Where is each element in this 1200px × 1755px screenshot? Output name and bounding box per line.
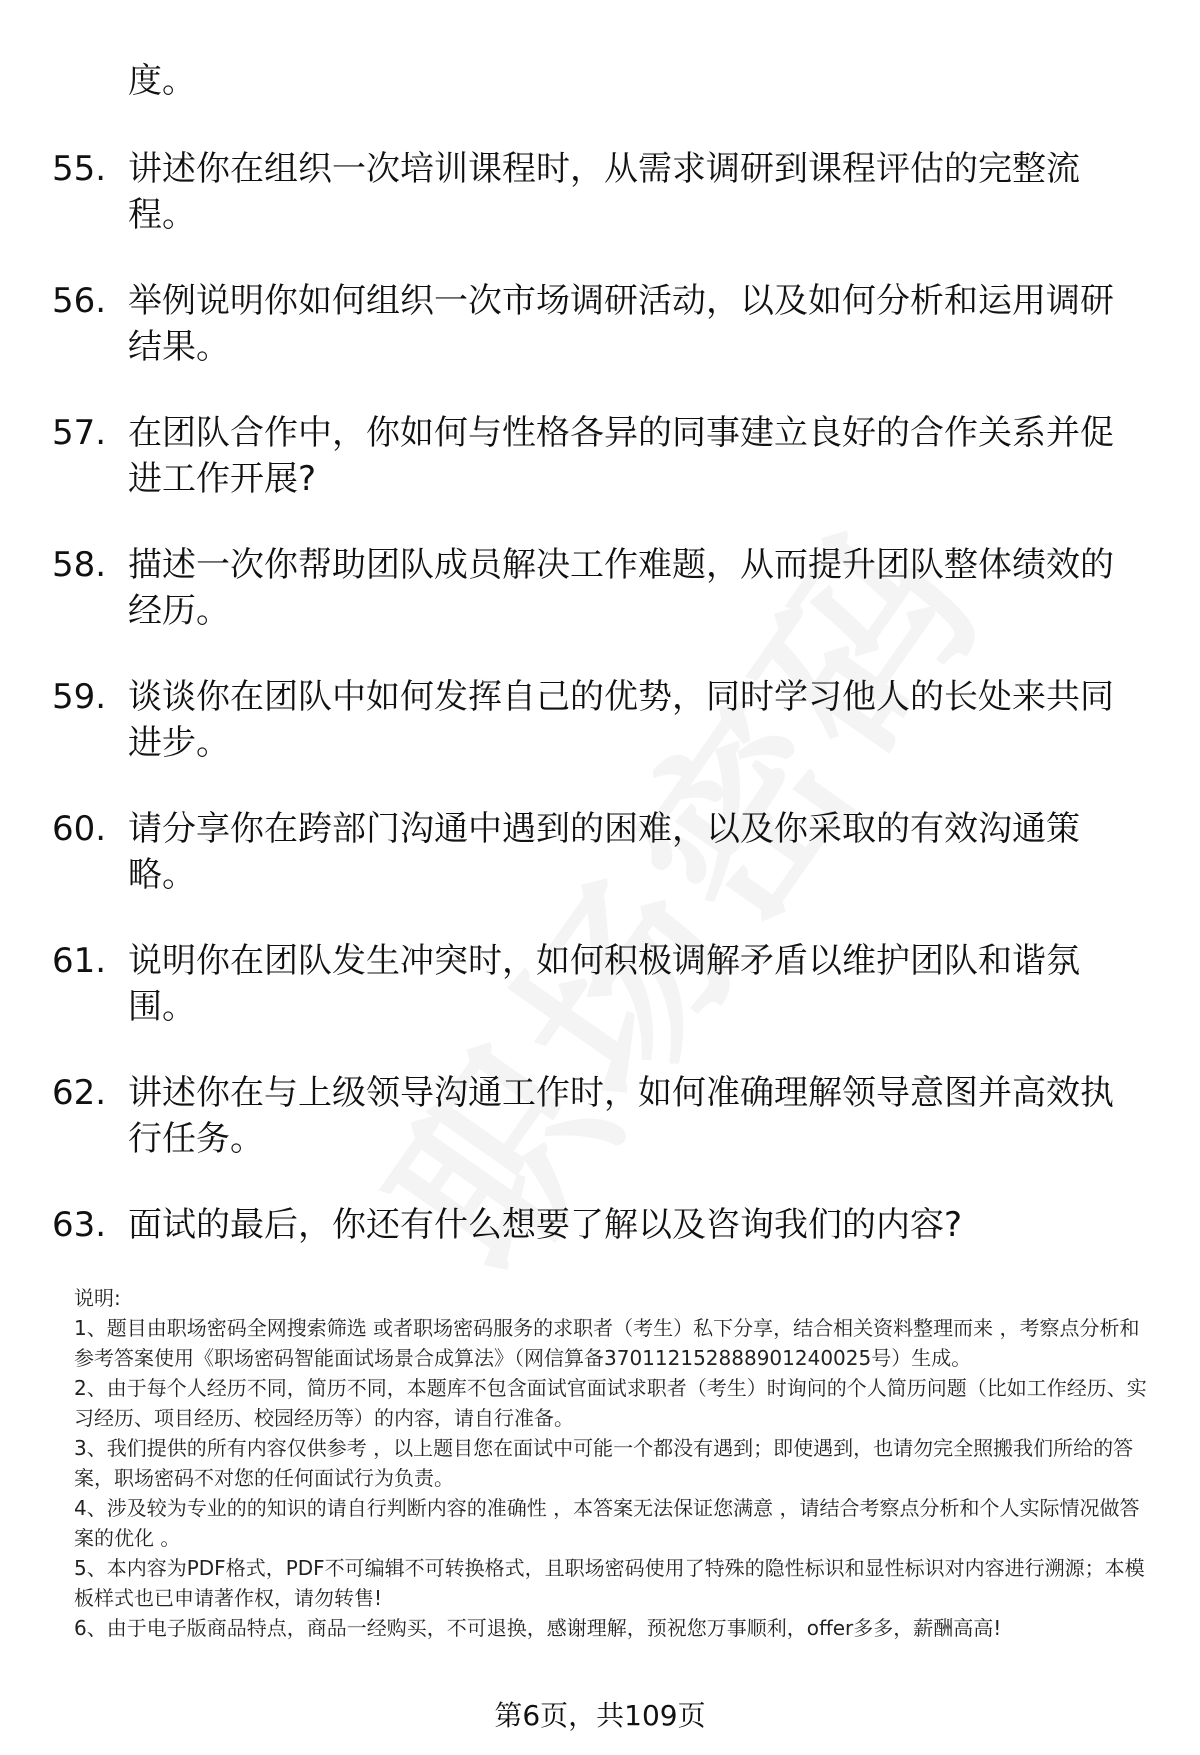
question-number: 57. [52,413,107,453]
note-item: 4、涉及较为专业的的知识的请自行判断内容的准确性 ，本答案无法保证您满意 ，请结合考察点分析和个人实际情况做答案的优化 。 [74,1496,1140,1550]
question-number: 61. [52,941,107,981]
question-number: 63. [52,1205,107,1245]
question-text: 讲述你在组织一次培训课程时，从需求调研到课程评估的完整流程。 [128,149,1080,235]
note-item: 1、题目由职场密码全网搜索筛选 或者职场密码服务的求职者（考生）私下分享，结合相关资料整理而来 ，考察点分析和参考答案使用《职场密码智能面试场景合成算法》（网信算备370112152888901240025号）生成。 [74,1316,1140,1370]
question-number: 58. [52,545,107,585]
note-item: 6、由于电子版商品特点，商品一经购买，不可退换，感谢理解，预祝您万事顺利，offer多多，薪酬高高! [74,1616,1002,1640]
question-number: 62. [52,1073,107,1113]
question-text: 请分享你在跨部门沟通中遇到的困难，以及你采取的有效沟通策略。 [128,809,1080,895]
question-item [52,674,1142,766]
notes-section [74,1283,1154,1643]
question-number: 56. [52,281,107,321]
question-item [52,806,1142,898]
question-text: 举例说明你如何组织一次市场调研活动，以及如何分析和运用调研结果。 [128,281,1114,367]
question-text: 在团队合作中，你如何与性格各异的同事建立良好的合作关系并促进工作开展? [128,413,1114,499]
previous-question-fragment: 度。 [128,61,196,101]
question-text: 谈谈你在团队中如何发挥自己的优势，同时学习他人的长处来共同进步。 [128,677,1114,763]
question-item [52,146,1142,238]
question-item [52,1070,1142,1162]
question-number: 60. [52,809,107,849]
question-text: 说明你在团队发生冲突时，如何积极调解矛盾以维护团队和谐氛围。 [128,941,1080,1027]
note-item: 5、本内容为PDF格式，PDF不可编辑不可转换格式，且职场密码使用了特殊的隐性标识和显性标识对内容进行溯源；本模板样式也已申请著作权，请勿转售! [74,1556,1145,1610]
note-item: 3、我们提供的所有内容仅供参考 ，以上题目您在面试中可能一个都没有遇到；即使遇到，也请勿完全照搬我们所给的答案，职场密码不对您的任何面试行为负责。 [74,1436,1134,1490]
question-text: 讲述你在与上级领导沟通工作时，如何准确理解领导意图并高效执行任务。 [128,1073,1114,1159]
question-item [52,938,1142,1030]
question-item [52,542,1142,634]
question-list [52,146,1142,1288]
page-number: 第6页，共109页 [494,1699,706,1732]
question-number: 55. [52,149,107,189]
question-item [52,410,1142,502]
question-item [52,278,1142,370]
note-item: 2、由于每个人经历不同，简历不同，本题库不包含面试官面试求职者（考生）时询问的个人简历问题（比如工作经历、实习经历、项目经历、校园经历等）的内容，请自行准备。 [74,1376,1147,1430]
question-text: 描述一次你帮助团队成员解决工作难题，从而提升团队整体绩效的经历。 [128,545,1114,631]
notes-title: 说明: [74,1286,121,1310]
question-item [52,1202,1142,1248]
question-text: 面试的最后，你还有什么想要了解以及咨询我们的内容? [128,1205,963,1245]
question-number: 59. [52,677,107,717]
